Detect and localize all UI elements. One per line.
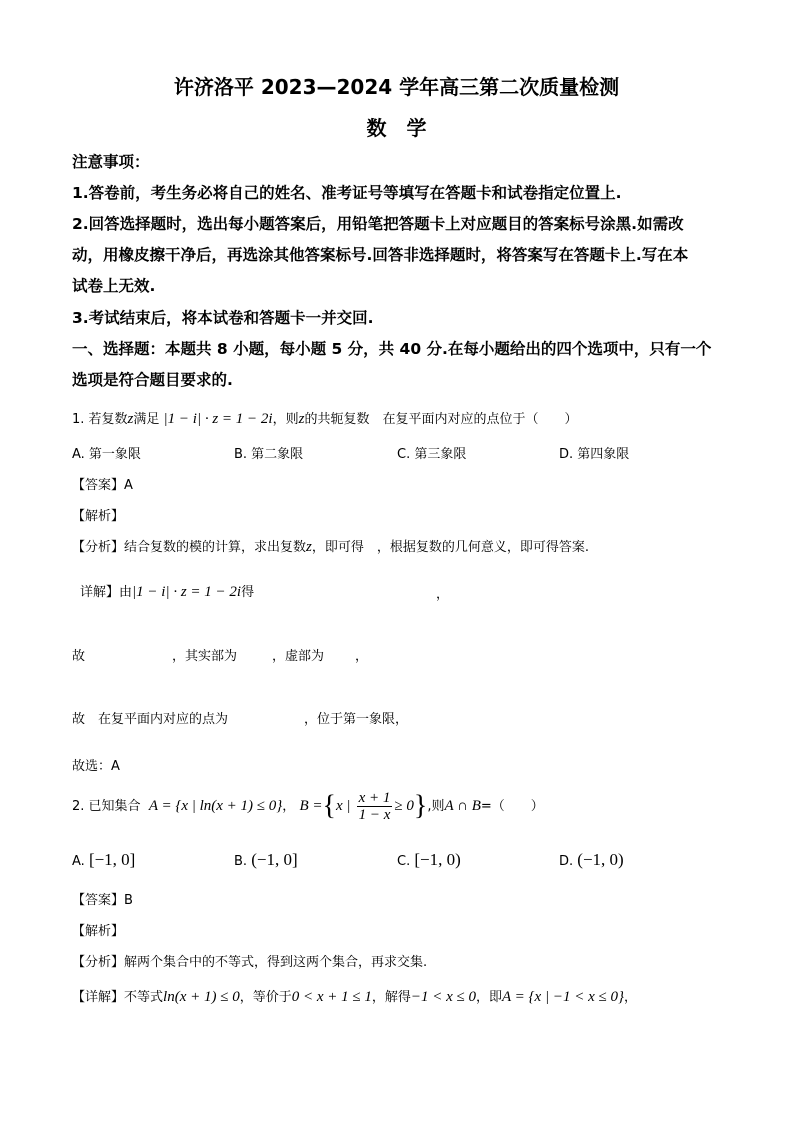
note-2-line-1: 2.回答选择题时，选出每小题答案后，用铅笔把答题卡上对应题目的答案标号涂黑.如需改 (72, 215, 684, 233)
note-3: 3.考试结束后，将本试卷和答题卡一并交回. (72, 309, 374, 327)
q1-gu1-end: ， (355, 649, 369, 664)
q2-option-c: C. [−1, 0) (397, 850, 461, 869)
q2-option-d: D. (−1, 0) (559, 850, 624, 869)
q1-choose: 故选：A (72, 759, 120, 774)
note-2-line-2: 动，用橡皮擦干净后，再选涂其他答案标号.回答非选择题时，将答案写在答题卡上.写在本 (72, 246, 689, 264)
subject-title: 数 学 (366, 116, 427, 140)
note-1: 1.答卷前，考生务必将自己的姓名、准考证号等填写在答题卡和试卷指定位置上. (72, 184, 622, 202)
q1-detail-comma: ， (436, 587, 450, 602)
notes-heading: 注意事项： (72, 153, 150, 171)
q1-stem: 1. 若复数z满足 |1 − i| · z = 1 − 2i，则z的共轭复数 在复平面内对应的点位于（ ） (72, 411, 578, 427)
q1-analysis-label: 【解析】 (72, 509, 125, 524)
q2-set-a: A = {x | ln(x + 1) ≤ 0} (148, 798, 283, 814)
q1-fenxi: 【分析】结合复数的模的计算，求出复数z，即可得 ，根据复数的几何意义，即可得答案. (72, 539, 590, 555)
q2-option-a: A. [−1, 0] (72, 850, 136, 869)
q1-detail: 详解】由|1 − i| · z = 1 − 2i得 (80, 584, 255, 600)
section-1-line-1: 一、选择题：本题共 8 小题，每小题 5 分，共 40 分.在每小题给出的四个选项中，只有一个 (72, 340, 712, 358)
q1-option-a: A. 第一象限 (72, 447, 141, 462)
q1-gu2-pre: 故 在复平面内对应的点为 (72, 712, 229, 727)
q2-fraction: $\frac{x + 1}{1 - x}$ (358, 790, 391, 823)
note-2-line-3: 试卷上无效. (72, 277, 156, 295)
q1-option-c: C. 第三象限 (397, 447, 467, 462)
q1-equation: |1 − i| · z = 1 − 2i (163, 411, 273, 427)
q1-answer: 【答案】A (72, 478, 133, 493)
q2-analysis-label: 【解析】 (72, 924, 125, 939)
q1-option-b: B. 第二象限 (234, 447, 304, 462)
q1-gu2-end: ，位于第一象限， (304, 712, 409, 727)
exam-title: 许济洛平 2023—2024 学年高三第二次质量检测 (173, 75, 620, 99)
q2-stem: 2. 已知集合 A = {x | ln(x + 1) ≤ 0}， B ={x | $\frac{x + 1}{1 - x}$ ≥ 0},则A ∩ B=（ ） (72, 790, 544, 823)
section-1-line-2: 选项是符合题目要求的. (72, 371, 233, 389)
q2-detail: 【详解】不等式ln(x + 1) ≤ 0，等价于0 < x + 1 ≤ 1，解得−1 < x ≤ 0，即A = {x | −1 < x ≤ 0}， (72, 989, 637, 1005)
q2-option-b: B. (−1, 0] (234, 850, 298, 869)
q2-fenxi: 【分析】解两个集合中的不等式，得到这两个集合，再求交集. (72, 955, 428, 970)
q1-gu1-mid: ，其实部为 (172, 649, 238, 664)
q1-option-d: D. 第四象限 (559, 447, 630, 462)
q1-gu1-pre: 故 (72, 649, 86, 664)
q1-gu1-mid2: ，虚部为 (272, 649, 325, 664)
q2-answer: 【答案】B (72, 893, 133, 908)
